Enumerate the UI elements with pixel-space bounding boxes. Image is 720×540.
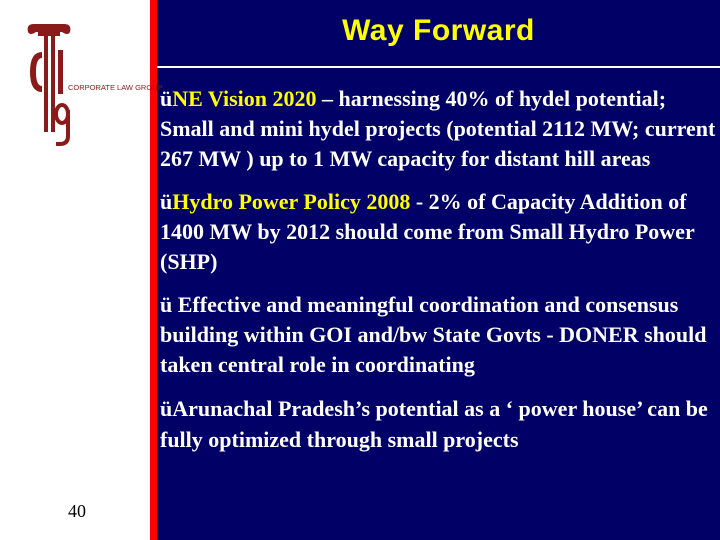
bullet-highlight: NE Vision 2020	[172, 86, 317, 111]
bullet-text: Effective and meaningful coordination and consensus building within GOI and/bw State Govts - DONER should taken central role in coordinating	[160, 292, 707, 377]
checkmark-icon: ü	[160, 189, 173, 214]
title-divider	[157, 66, 720, 68]
bullet-coordination	[160, 290, 716, 380]
page-number: 40	[68, 501, 86, 521]
checkmark-icon: ü	[160, 292, 173, 317]
bullet-highlight: Hydro Power Policy 2008	[172, 189, 411, 214]
bullet-list	[160, 84, 716, 468]
bullet-text: - 2% of Capacity Addition of 1400 MW by 2012 should come from Small Hydro Power (SHP)	[160, 189, 695, 274]
bullet-text: Arunachal Pradesh’s potential as a ‘ power house’ can be fully optimized through small projects	[160, 396, 708, 452]
corporate-law-group-logo	[22, 18, 163, 158]
bullet-text: – harnessing 40% of hydel potential; Small and mini hydel projects (potential 2112 MW; current 267 MW ) up to 1 MW capacity for distant hill areas	[160, 86, 716, 171]
logo-text: CORPORATE LAW GROUP	[68, 83, 163, 92]
bullet-hydro-policy	[160, 187, 716, 277]
bullet-ne-vision	[160, 84, 716, 174]
checkmark-icon: ü	[160, 86, 173, 111]
checkmark-icon: ü	[160, 396, 173, 421]
accent-stripe	[150, 0, 157, 540]
bullet-arunachal	[160, 393, 716, 455]
slide-title: Way Forward	[342, 14, 535, 47]
